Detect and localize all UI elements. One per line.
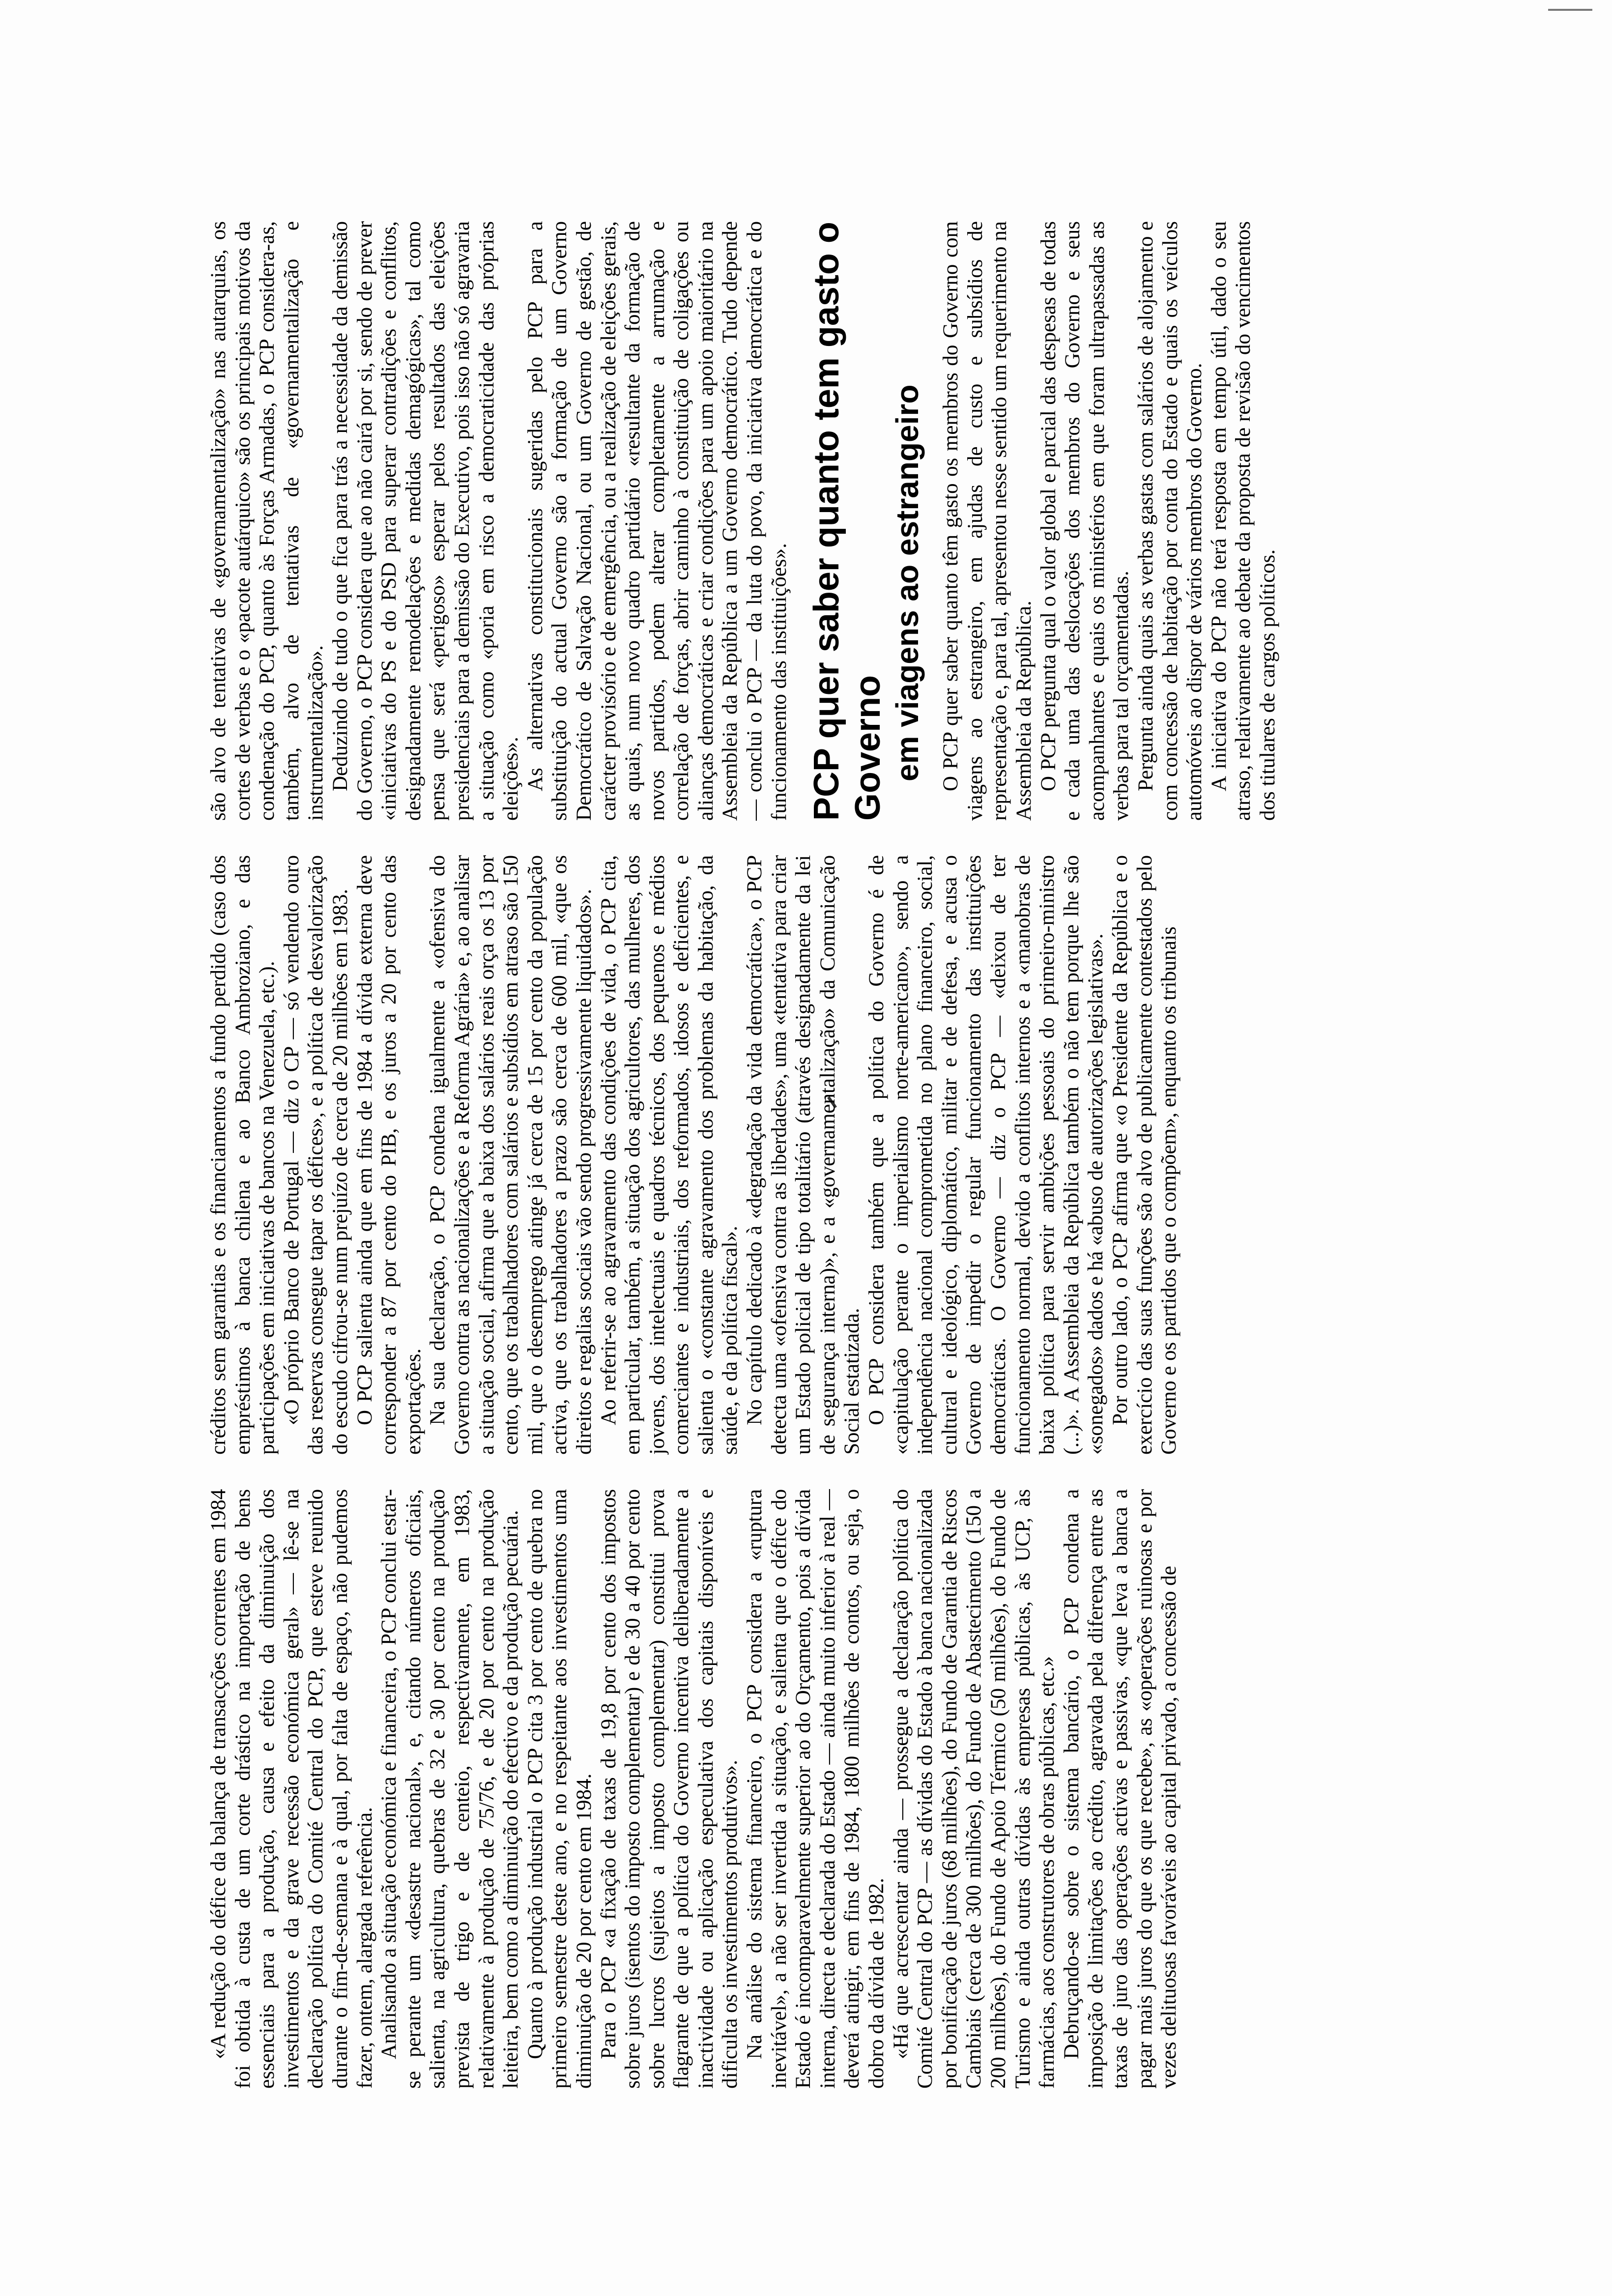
paragraph: «Há que acrescentar ainda — prossegue a declaração política do Comité Central do PCP — as dívidas do Estado à banca nacionalizada por bonificação de juros (68 milhões), do Fundo de Garantia de Riscos Cambiais (cerca de 300 milhões), do Fundo de Abastecimento (150 a 200 milhões), do Fundo de Apoio Térmico (50 milhões), do Fundo de Turismo e ainda outras dívidas às empresas públicas, às UCP, às farmácias, aos construtores de obras públicas, etc.» (889, 1489, 1059, 2089)
article-column-1 (206, 1489, 1317, 2089)
paragraph: O PCP salienta ainda que em fins de 1984 a dívida externa deve corresponder a 87 por cento do PIB, e os juros a 20 por cento das exportações. (353, 855, 425, 1455)
paragraph: Deduzindo de tudo o que fica para trás a necessidade da demissão do Governo, o PCP considera que ao não cairá por si, sendo de prever «iniciativas do PS e do PSD para superar contradições e conflitos, designadamente remodelações e medidas demagógicas», tal como pensa que será «perigoso» esperar pelos resultados das eleições presidenciais para a demissão do Executivo, pois isso não só agravaria a situação como «poria em risco a democraticidade das próprias eleições». (328, 221, 523, 821)
paragraph: «A redução do défice da balança de transacções correntes em 1984 foi obtida à custa de um corte drástico na importação de bens essenciais para a produção, causa e efeito da diminuição dos investimentos e da grave recessão económica geral» — lê-se na declaração política do Comité Central do PCP, que esteve reunido durante o fim-de-semana e à qual, por falta de espaço, não pudemos fazer, ontem, alargada referência. (207, 1489, 376, 2089)
paragraph: O PCP quer saber quanto têm gasto os membros do Governo com viagens ao estrangeiro, em ajudas de custo e subsídios de representação e, para tal, apresentou nesse sentido um requerimento na Assembleia da República. (939, 221, 1036, 821)
paragraph: «O próprio Banco de Portugal — diz o CP — só vendendo ouro das reservas consegue tapar os défices», e a política de desvalorização do escudo cifrou-se num prejuízo de cerca de 20 milhões em 1983. (280, 855, 352, 1455)
newspaper-clipping (206, 197, 1317, 2089)
headline-line-2: em viagens ao estrangeiro (890, 384, 925, 781)
paragraph: A iniciativa do PCP não terá resposta em tempo útil, dado o seu atraso, relativamente ao debate da proposta de revisão do vencimentos dos titulares de cargos políticos. (1207, 221, 1279, 821)
paragraph: Debruçando-se sobre o sistema bancário, o PCP condena a imposição de limitações ao crédito, agravada pela diferença entre as taxas de juro das operações activas e passivas, «que leva a banca a pagar mais juros do que os que recebe», as «operações ruinosas e por vezes delituosas favoráveis ao capital privado, a concessão de (1060, 1489, 1181, 2089)
paragraph: são alvo de tentativas de «governamentalização» nas autarquias, os cortes de verbas e o «pacote autárquico» são os principais motivos da condenação do PCP, quanto às Forças Armadas, o PCP considera-as, também, alvo de tentativas de «governamentalização e instrumentalização». (207, 221, 328, 821)
article-column-2 (206, 855, 1317, 1455)
paragraph: Na sua declaração, o PCP condena igualmente a «ofensiva do Governo contra as nacionalizações e a Reforma Agrária» e, ao analisar a situação social, afirma que a baixa dos salários reais orça os 13 por cento, que os trabalhadores com salários e subsídios em atraso são 150 mil, que o desemprego atinge já cerca de 15 por cento da população activa, que os trabalhadores a prazo são cerca de 600 mil, «que os direitos e regalias sociais vão sendo progressivamente liquidados». (426, 855, 596, 1455)
paragraph: Na análise do sistema financeiro, o PCP considera a «ruptura inevitável», a não ser invertida a situação, e salienta que o défice do Estado é incomparavelmente superior ao do Orçamento, pois a dívida interna, directa e declarada do Estado — ainda muito inferior à real — deverá atingir, em fins de 1984, 1800 milhões de contos, ou seja, o dobro da dívida de 1982. (743, 1489, 889, 2089)
paragraph: Pergunta ainda quais as verbas gastas com salários de alojamento e com concessão de habitação por conta do Estado e quais os veículos automóveis ao dispor de vários membros do Governo. (1134, 221, 1207, 821)
article-column-3 (206, 221, 1317, 821)
paragraph: Por outro lado, o PCP afirma que «o Presidente da República e o exercício das suas funções são alvo de publicamente contestados pelo Governo e os partidos que o compõem», enquanto os tribunais (1108, 855, 1181, 1455)
paragraph: Ao referir-se ao agravamento das condições de vida, o PCP cita, em particular, também, a situação dos agricultores, das mulheres, dos jovens, dos intelectuais e quadros técnicos, dos pequenos e médios comerciantes e industriais, dos reformados, idosos e deficientes, e salienta o «constante agravamento dos problemas da habitação, da saúde, e da política fiscal». (597, 855, 742, 1455)
paragraph: Analisando a situação económica e financeira, o PCP conclui estar-se perante um «desastre nacional», e, citando números oficiais, salienta, na agricultura, quebras de 32 e 30 por cento na produção prevista de trigo e de centeio, respectivamente, em 1983, relativamente à produção de 75/76, e de 20 por cento na produção leiteira, bem como a diminuição do efectivo e da produção pecuária. (377, 1489, 523, 2089)
paragraph: Para o PCP «a fixação de taxas de 19,8 por cento dos impostos sobre juros (isentos do imposto complementar) e de 30 a 40 por cento sobre lucros (sujeitos a imposto complementar) constitui prova flagrante de que a política do Governo incentiva deliberadamente a inactividade ou aplicação especulativa dos capitais disponíveis e dificulta os investimentos produtivos». (597, 1489, 742, 2089)
scan-artifact-line (1548, 9, 1592, 11)
paragraph: créditos sem garantias e os financiamentos a fundo perdido (caso dos empréstimos à banca chilena e ao Banco Ambroziano, e das participações em iniciativas de bancos na Venezuela, etc.). (207, 855, 279, 1455)
news-headline (806, 221, 926, 821)
paragraph: O PCP pergunta qual o valor global e parcial das despesas de todas e cada uma das deslocações dos membros do Governo e seus acompanhantes e quais os ministérios em que foram ultrapassadas as verbas para tal orçamentadas. (1036, 221, 1133, 821)
paragraph: As alternativas constitucionais sugeridas pelo PCP para a substituição do actual Governo são a formação de um Governo Democrático de Salvação Nacional, ou um Governo de gestão, de carácter provisório e de emergência, ou a realização de eleições gerais, as quais, num novo quadro partidário «resultante da formação de novos partidos, podem alterar completamente a arrumação e correlação de forças, abrir caminho à constituição de coligações ou alianças democráticas e criar condições para um apoio maioritário na Assembleia da República a um Governo democrático. Tudo depende — conclui o PCP — da luta do povo, da iniciativa democrática e do funcionamento das instituições». (523, 221, 791, 821)
paragraph: No capítulo dedicado à «degradação da vida democrática», o PCP detecta uma «ofensiva contra as liberdades», uma «tentativa para criar um Estado policial de tipo totalitário (através designadamente da lei de segurança interna)», e a «governamentalização» da Comunicação Social estatizada. (743, 855, 864, 1455)
paragraph: Quanto à produção industrial o PCP cita 3 por cento de quebra no primeiro semestre deste ano, e no respeitante aos investimentos uma diminuição de 20 por cento em 1984. (523, 1489, 596, 2089)
headline-line-1: PCP quer saber quanto tem gasto o Governo (807, 222, 888, 821)
paragraph: O PCP considera também que a política do Governo é de «capitulação perante o imperialismo norte-americano», sendo a independência nacional comprometida no plano financeiro, social, cultural e ideológico, diplomático, militar e de defesa, e acusa o Governo de impedir o regular funcionamento das instituições democráticas. O Governo — diz o PCP — «deixou de ter funcionamento normal, devido a conflitos internos e a «manobras de baixa política para servir ambições pessoais do primeiro-ministro (...)». A Assembleia da República também o não tem porque lhe são «sonegados» dados e há «abuso de autorizações legislativas». (865, 855, 1108, 1455)
